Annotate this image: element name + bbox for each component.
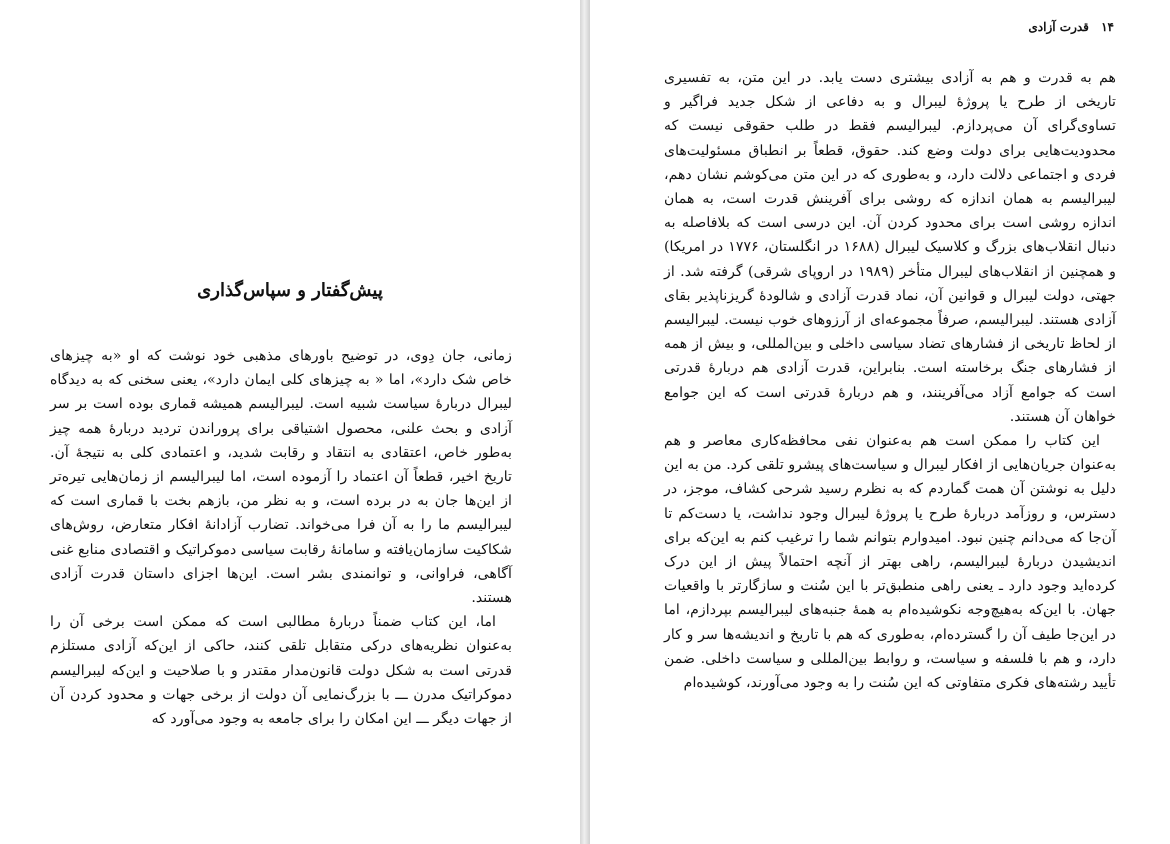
paragraph: اما، این کتاب ضمناً دربارهٔ مطالبی است که ممکن است برخی آن را به‌عنوان نظریه‌های درکی متقابل تلقی کنند، حاکی از این‌که آزادی مستلزم قدرتی است به شکل دولت قانون‌مدار مقتدر و با صلاحیت و این‌که لیبرالیسم دموکراتیک مدرن ـــ با بزرگ‌نمایی آن دولت از برخی جهات و محدود کردن آن از جهات دیگر ـــ این امکان را برای جامعه به وجود می‌آورد که [50, 614, 512, 728]
paragraph: هم به قدرت و هم به آزادی بیشتری دست یابد. در این متن، به تفسیری تاریخی از طرح یا پروژهٔ لیبرال و به دفاعی از شکل جدید فراگیر و تساوی‌گرای آن می‌پردازم. لیبرالیسم فقط در طلب حقوقی نیست که محدودیت‌هایی برای دولت وضع کند. حقوق، قطعاً بر انطباق مسئولیت‌های فردی و اجتماعی دلالت دارد، و به‌طوری که در این متن می‌کوشم نشان دهم، لیبرالیسم به همان اندازه که روشی برای آفرینش قدرت است، به همان اندازه روشی است برای محدود کردن آن. این درسی است که بلافاصله به دنبال انقلاب‌های بزرگ و کلاسیک لیبرال (۱۶۸۸ در انگلستان، ۱۷۷۶ در امریکا) و همچنین از انقلاب‌های لیبرال متأخر (۱۹۸۹ در اروپای شرقی) گرفته شد. از جهتی، دولت لیبرال و قوانین آن، نماد قدرت آزادی و شالودهٔ گریزناپذیر بقای آزادی هستند. لیبرالیسم، صرفاً مجموعه‌ای از آرزوهای خوب نیست. لیبرالیسم از لحاظ تاریخی از فشارهای تضاد سیاسی داخلی و بین‌المللی، و بیش از همه از فشارهای جنگ برخاسته است. بنابراین، قدرت آزادی هم دربارهٔ قدرتی است که جوامع آزاد می‌آفرینند، و هم دربارهٔ قدرتی است که این جوامع خواهان آن هستند. [664, 70, 1116, 425]
page-number: ۱۴ [1101, 20, 1114, 34]
running-head [1020, 20, 1114, 34]
right-page-body [664, 66, 1116, 695]
left-page [0, 0, 580, 844]
book-gutter [580, 0, 590, 844]
paragraph: این کتاب را ممکن است هم به‌عنوان نفی محافظه‌کاری معاصر و هم به‌عنوان جریان‌هایی از افکار لیبرال و سیاست‌های پیشرو تلقی کرد. من به این دلیل به نوشتن آن همت گماردم که به نظرم رسید شرحی کشاف، موجز، در دسترس، و روزآمد دربارهٔ طرح یا پروژهٔ لیبرال وجود نداشت، یا دست‌کم تا آن‌جا که می‌دانم چنین نبود. امیدوارم بتوانم شما را ترغیب کنم به این‌که برای اندیشیدن دربارهٔ لیبرالیسم، راهی بهتر از آنچه احتمالاً پیش از این درک کرده‌اید وجود دارد ـ یعنی راهی منطبق‌تر با این سُنت و سازگارتر با واقعیات جهان. با این‌که به‌هیچ‌وجه نکوشیده‌ام به همهٔ جنبه‌های لیبرالیسم بپردازم، اما در این‌جا طیف آن را گسترده‌ام، به‌طوری که هم با تاریخ و اندیشه‌ها سر و کار دارد، و هم با فلسفه و سیاست، و روابط بین‌المللی و سیاست داخلی. ضمن تأیید رشته‌های فکری متفاوتی که این سُنت را به وجود می‌آورند، کوشیده‌ام [664, 433, 1116, 692]
chapter-title: پیش‌گفتار و سپاس‌گذاری [197, 280, 383, 301]
right-page [590, 0, 1170, 844]
paragraph: زمانی، جان دِوی، در توضیح باورهای مذهبی خود نوشت که او «به چیزهای خاص شک دارد»، اما « به چیزهای کلی ایمان دارد»، یعنی سخنی که به دیدگاه لیبرال دربارهٔ سیاست شبیه است. لیبرالیسم همیشه قماری بوده است بر سر آزادی و بحث علنی، محصول اشتیاقی برای پروراندن تردید دربارهٔ همه چیز به‌طور خاص، اعتقادی به انتقاد و رقابت شدید، و اعتمادی کلی به نتیجهٔ آن. تاریخ اخیر، قطعاً آن اعتماد را آزموده است، اما لیبرالیسم از زمان‌هایی تیره‌تر از این‌ها جان به در برده است، و به نظر من، بازهم بخت با قماری است که لیبرالیسم ما را به آن فرا می‌خواند. تضارب آزادانهٔ افکار متعارض، روش‌های شکاکیت سازمان‌یافته و سامانهٔ رقابت سیاسی دموکراتیک و اقتصادی منابع غنی آگاهی، فراوانی، و توانمندی بشر است. این‌ها اجزای داستان قدرت آزادی هستند. [50, 348, 512, 607]
running-title: قدرت آزادی [1028, 20, 1089, 34]
left-page-body [50, 344, 512, 731]
